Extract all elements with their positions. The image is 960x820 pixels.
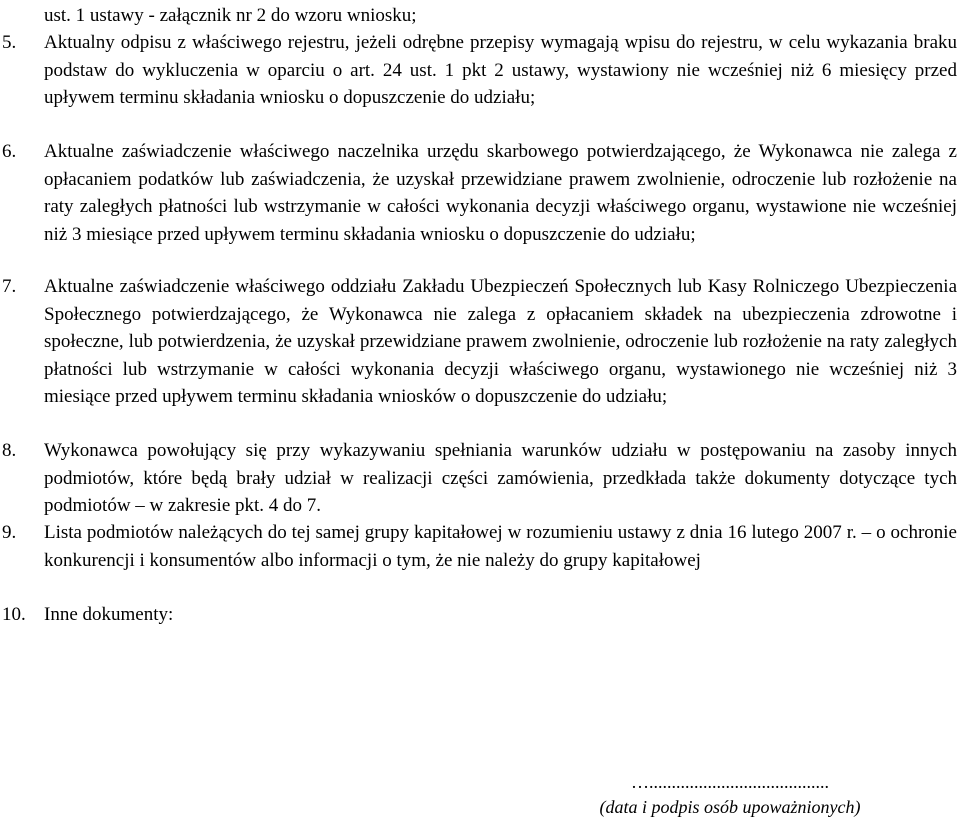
continuation-line: ust. 1 ustawy - załącznik nr 2 do wzoru wniosku; <box>44 5 417 26</box>
item-number: 10. <box>2 604 26 625</box>
item-number: 5. <box>2 32 17 53</box>
item-number: 7. <box>2 276 17 297</box>
item-text: Lista podmiotów należących do tej samej grupy kapitałowej w rozumieniu ustawy z dnia 16 lutego 2007 r. – o ochronie konkurencji i konsumentów albo informacji o tym, że nie należy do grupy kapitałowej <box>44 522 957 571</box>
signature-caption: (data i podpis osób upoważnionych) <box>599 797 861 817</box>
item-text: Inne dokumenty: <box>44 604 174 625</box>
item-text: Aktualny odpisu z właściwego rejestru, jeżeli odrębne przepisy wymagają wpisu do rejestru, w celu wykazania braku podstaw do wykluczenia w oparciu o art. 24 ust. 1 pkt 2 ustawy, wystawiony nie wcześniej niż 6 miesięcy przed upływem terminu składania wniosku o dopuszczenie do udziału; <box>44 32 957 108</box>
item-text: Aktualne zaświadczenie właściwego naczelnika urzędu skarbowego potwierdzającego, że Wykonawca nie zalega z opłacaniem podatków lub zaświadczenia, że uzyskał przewidziane prawem zwolnienie, odroczenie lub rozłożenie na raty zaległych płatności lub wstrzymanie w całości wykonania decyzji właściwego organu, wystawione nie wcześniej niż 3 miesiące przed upływem terminu składania wniosku o dopuszczenie do udziału; <box>44 141 957 245</box>
item-text: Wykonawca powołujący się przy wykazywaniu spełniania warunków udziału w postępowaniu na zasoby innych podmiotów, które będą brały udział w realizacji części zamówienia, przedkłada także dokumenty dotyczące tych podmiotów – w zakresie pkt. 4 do 7. <box>44 440 957 516</box>
item-number: 8. <box>2 440 17 461</box>
signature-block <box>540 770 920 820</box>
item-text: Aktualne zaświadczenie właściwego oddziału Zakładu Ubezpieczeń Społecznych lub Kasy Rolniczego Ubezpieczenia Społecznego potwierdzającego, że Wykonawca nie zalega z opłacaniem składek na ubezpieczenia zdrowotne i społeczne, lub potwierdzenia, że uzyskał przewidziane prawem zwolnienie, odroczenie lub rozłożenie na raty zaległych płatności lub wstrzymanie w całości wykonania decyzji właściwego organu, wystawionego nie wcześniej niż 3 miesiące przed upływem terminu składania wniosków o dopuszczenie do udziału; <box>44 276 957 407</box>
item-number: 6. <box>2 141 17 162</box>
item-number: 9. <box>2 522 17 543</box>
signature-line: …........................................ <box>631 772 829 792</box>
